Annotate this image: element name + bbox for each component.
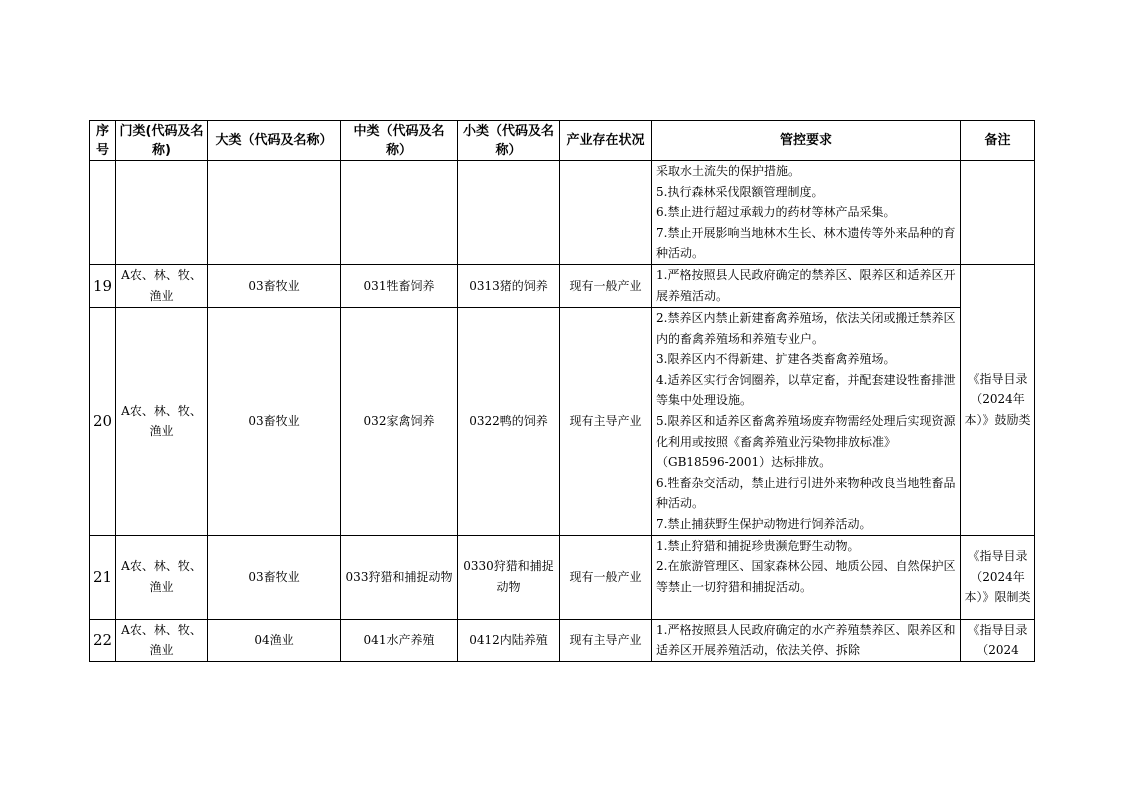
menlei-cell: A农、林、牧、渔业 <box>116 264 208 307</box>
dalei-cell: 03畜牧业 <box>208 535 341 619</box>
dalei-cell: 03畜牧业 <box>208 264 341 307</box>
status-cell: 现有主导产业 <box>560 307 652 535</box>
header-zhonglei: 中类（代码及名称） <box>341 121 458 161</box>
table-row-21 <box>90 535 1035 619</box>
row-no: 19 <box>90 264 116 307</box>
header-control: 管控要求 <box>652 121 961 161</box>
status-cell: 现有一般产业 <box>560 535 652 619</box>
table-row-19 <box>90 264 1035 307</box>
header-no: 序号 <box>90 121 116 161</box>
remark-cell: 《指导目录（2024年本）》鼓励类 <box>961 264 1035 535</box>
control-cell: 1.严格按照县人民政府确定的禁养区、限养区和适养区开展养殖活动。 <box>652 264 961 307</box>
header-status: 产业存在状况 <box>560 121 652 161</box>
control-cell-continuation: 采取水土流失的保护措施。 5.执行森林采伐限额管理制度。 6.禁止进行超过承载力的药材等林产品采集。 7.禁止开展影响当地林木生长、林木遗传等外来品种的育种活动。 <box>652 161 961 265</box>
zhonglei-cell: 032家禽饲养 <box>341 307 458 535</box>
dalei-cell: 03畜牧业 <box>208 307 341 535</box>
remark-cell: 《指导目录（2024 <box>961 619 1035 661</box>
table-row-20 <box>90 307 1035 535</box>
header-remark: 备注 <box>961 121 1035 161</box>
table-row-22 <box>90 619 1035 661</box>
xiaolei-cell: 0412内陆养殖 <box>458 619 560 661</box>
header-row <box>90 121 1035 161</box>
header-xiaolei: 小类（代码及名称） <box>458 121 560 161</box>
control-cell: 1.严格按照县人民政府确定的水产养殖禁养区、限养区和适养区开展养殖活动，依法关停、拆除 <box>652 619 961 661</box>
xiaolei-cell: 0330狩猎和捕捉动物 <box>458 535 560 619</box>
menlei-cell: A农、林、牧、渔业 <box>116 619 208 661</box>
zhonglei-cell: 031牲畜饲养 <box>341 264 458 307</box>
status-cell: 现有主导产业 <box>560 619 652 661</box>
menlei-cell: A农、林、牧、渔业 <box>116 307 208 535</box>
zhonglei-cell: 033狩猎和捕捉动物 <box>341 535 458 619</box>
zhonglei-cell: 041水产养殖 <box>341 619 458 661</box>
header-dalei: 大类（代码及名称） <box>208 121 341 161</box>
table-row-continuation <box>90 161 1035 265</box>
menlei-cell: A农、林、牧、渔业 <box>116 535 208 619</box>
row-no: 22 <box>90 619 116 661</box>
control-cell: 1.禁止狩猎和捕捉珍贵濒危野生动物。 2.在旅游管理区、国家森林公园、地质公园、自然保护区等禁止一切狩猎和捕捉活动。 <box>652 535 961 619</box>
regulation-table <box>89 120 1035 662</box>
dalei-cell: 04渔业 <box>208 619 341 661</box>
status-cell: 现有一般产业 <box>560 264 652 307</box>
remark-cell: 《指导目录（2024年本）》限制类 <box>961 535 1035 619</box>
xiaolei-cell: 0322鸭的饲养 <box>458 307 560 535</box>
header-menlei: 门类(代码及名称) <box>116 121 208 161</box>
row-no: 20 <box>90 307 116 535</box>
row-no: 21 <box>90 535 116 619</box>
xiaolei-cell: 0313猪的饲养 <box>458 264 560 307</box>
control-cell: 2.禁养区内禁止新建畜禽养殖场，依法关闭或搬迁禁养区内的畜禽养殖场和养殖专业户。 3.限养区内不得新建、扩建各类畜禽养殖场。 4.适养区实行舍饲圈养，以草定畜，并配套建设牲畜排泄等集中处理设施。 5.限养区和适养区畜禽养殖场废弃物需经处理后实现资源化利用或按照《畜禽养殖业污染物排放标准》（GB18596-2001）达标排放。 6.牲畜杂交活动，禁止进行引进外来物种改良当地牲畜品种活动。 7.禁止捕获野生保护动物进行饲养活动。 <box>652 307 961 535</box>
